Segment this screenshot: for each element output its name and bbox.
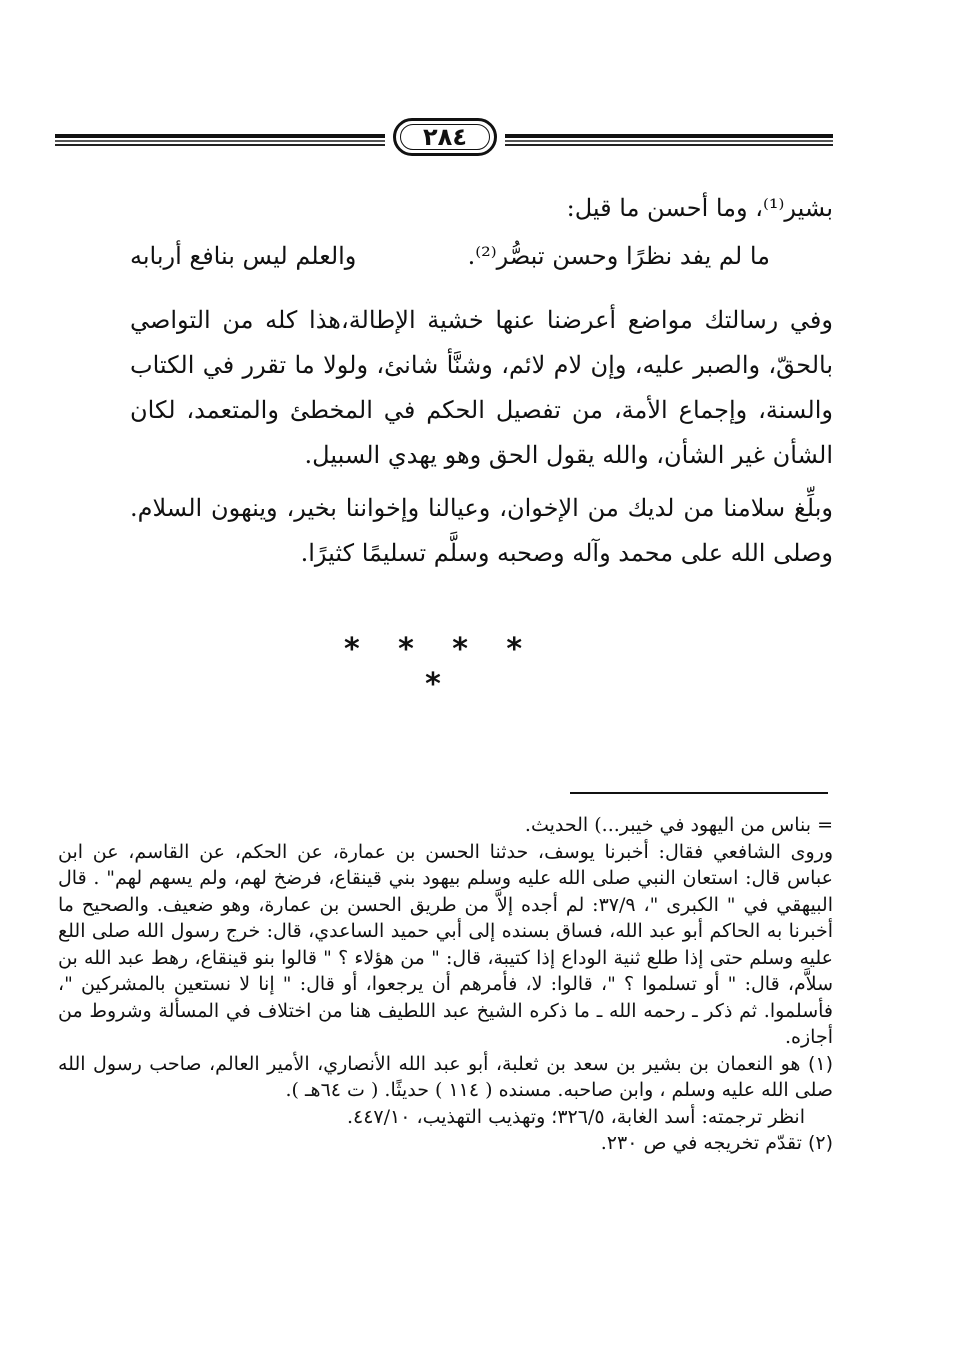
footnote-continuation-2: وروى الشافعي فقال: أخبرنا يوسف، حدثنا الحسن بن عمارة، عن الحكم، عن القاسم، عن ابن عباس قال: استعان النبي صلى الله عليه وسلم بيهود بني قينقاع، فرضخ لهم، ولم يسهم لهم" . قال البيهقي في " الكبرى "، ٣٧/٩: لم أجده إلاَّ من طريق الحسن بن عمارة، وهو ضعيف. والصحيح ما أخبرنا به الحاكم أبو عبد الله، فساق بسنده إلى أبي حميد الساعدي، قال: خرج رسول الله صلى اللع عليه وسلم حتى إذا طلع ثنية الوداع إذا كتيبة، قال: " من هؤلاء ؟ " قالوا بنو قينقاع، رهط عبد الله بن سلاَّم، قال: " أو تسلموا ؟ "، قالوا: لا، فأمرهم أن يرجعوا، أو قال: " إنا لا نستعين بالمشركين "، فأسلموا. ثم ذكر ـ رحمه الله ـ ما ذكره الشيخ عبد اللطيف هنا من اختلاف في المسألة وشروط من أجازه. — [58, 840, 833, 1048]
footnote-1-text: هو النعمان بن بشير بن سعد بن ثعلبة، أبو عبد الله الأنصاري، الأمير العالم، صاحب رسول الله صلى الله عليه وسلم ، وابن صاحبه. مسنده ( ١١٤ ) حديثًا. ( ت ٦٤هـ ). — [58, 1052, 833, 1101]
footnote-1-number: (١) — [807, 1052, 833, 1075]
footnote-divider — [570, 792, 828, 794]
page-number-badge — [393, 118, 497, 156]
page-number: ٢٨٤ — [423, 123, 467, 151]
paragraph-1 — [130, 298, 833, 478]
poetry-verse — [130, 234, 770, 278]
verse-second-hemistich: ما لم يفد نظرًا وحسن تبصُّر⁽²⁾. — [467, 242, 770, 270]
header-rule-right — [505, 134, 833, 146]
paragraph-2 — [130, 486, 833, 576]
footnote-2-text: تقدّم تخريجه في ص ٢٣٠. — [600, 1132, 802, 1154]
page-header — [55, 112, 833, 160]
footnote-2-number: (٢) — [807, 1132, 833, 1154]
footnote-continuation-1: = بناس من اليهود في خيبر...) الحديث. — [524, 814, 833, 836]
header-rule-left — [55, 134, 385, 146]
footnote-1 — [58, 1051, 833, 1104]
verse-first-hemistich: والعلم ليس بنافع أربابه — [130, 242, 357, 270]
footnote-2 — [58, 1130, 833, 1157]
paragraph-1-text: وفي رسالتك مواضع أعرضنا عنها خشية الإطالة،هذا كله من التواصي بالحقّ، والصبر عليه، وإن لام لائم، وشنَّأ شانئ، ولولا ما تقرر في الكتاب والسنة، وإجماع الأمة، من تفصيل الحكم في المخطئ والمتعمد، لكان الشأن غير الشأن، والله يقول الحق وهو يهدي السبيل. — [130, 306, 833, 469]
footnotes — [58, 812, 833, 1157]
paragraph-2-text: وبلِّغ سلامنا من لديك من الإخوان، وعيالنا وإخواننا بخير، وينهون السلام. وصلى الله على محمد وآله وصحبه وسلَّم تسليمًا كثيرًا. — [130, 494, 833, 567]
footnote-1-reference: انظر ترجمته: أسد الغابة، ٣٢٦/٥؛ وتهذيب التهذيب، ٤٤٧/١٠. — [346, 1105, 805, 1128]
intro-line: بشير⁽¹⁾، وما أحسن ما قيل: — [566, 194, 833, 222]
section-separator: * * * * * — [343, 632, 537, 702]
